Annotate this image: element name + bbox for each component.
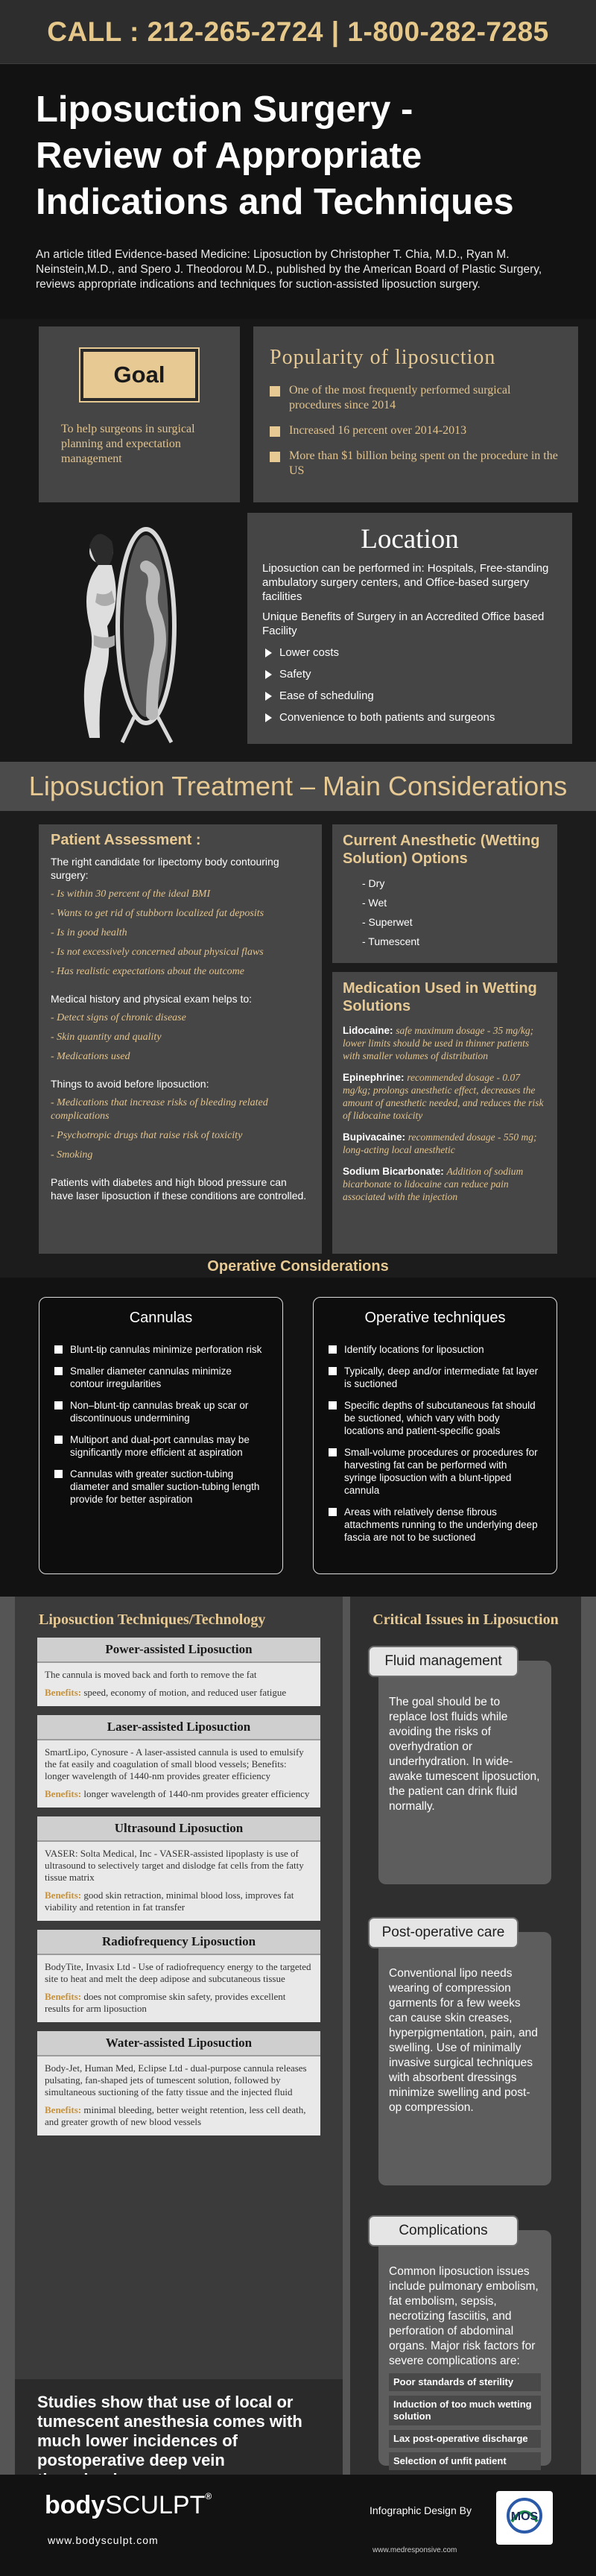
techniques-card: [313, 1297, 557, 1574]
techniques-column-title: Liposuction Techniques/Technology: [39, 1611, 266, 1628]
phone-numbers[interactable]: CALL : 212-265-2724 | 1-800-282-7285: [47, 16, 549, 47]
anesthetic-title: Current Anesthetic (Wetting Solution) Options: [343, 833, 540, 867]
list-item: - Medications that increase risks of bleeding related complications: [51, 1097, 268, 1122]
bodysculpt-logo[interactable]: bodySCULPT®: [45, 2491, 212, 2519]
risk-item: Induction of too much wetting solution: [389, 2396, 541, 2425]
square-bullet-icon: [270, 426, 280, 437]
list-item: Smaller diameter cannulas minimize contour irregularities: [54, 1365, 267, 1390]
location-subtitle: Unique Benefits of Surgery in an Accredited Office based Facility: [262, 610, 545, 637]
list-item: Convenience to both patients and surgeons: [262, 710, 557, 724]
list-item: Small-volume procedures or procedures for harvesting fat can be performed with syringe liposuction with a blunt-tipped cannula: [329, 1446, 542, 1497]
square-bullet-icon: [54, 1401, 63, 1409]
square-bullet-icon: [54, 1436, 63, 1444]
fluid-management-tab: Fluid management: [368, 1646, 519, 1677]
treatment-header: [0, 762, 596, 811]
footer: [0, 2475, 596, 2576]
avoid-intro: Things to avoid before liposuction:: [51, 1078, 209, 1090]
list-item: Bupivacaine: recommended dosage - 550 mg; long-acting local anesthetic: [343, 1131, 537, 1155]
list-item: Blunt-tip cannulas minimize perforation risk: [54, 1343, 267, 1356]
anesthetic-panel: [332, 824, 557, 963]
intro-text: An article titled Evidence-based Medicine: Liposuction by Christopher T. Chia, M.D., Ryan M. Neinstein,M.D., and Spero J. Theodorou M.D., published by the American Board of Plastic Surgery, reviews appropriate indications and techniques for suction-assisted liposuction surgery.: [36, 248, 542, 291]
technique-title: Water-assisted Liposuction: [37, 2031, 320, 2056]
list-item: Increased 16 percent over 2014-2013: [270, 423, 562, 438]
critical-issues-column: [350, 1597, 581, 2475]
goal-text: To help surgeons in surgical planning and expectation management: [61, 423, 195, 465]
list-item: Epinephrine: recommended dosage - 0.07 mg/kg; prolongs anesthetic effect, decreases the amount of anesthetic needed, and reduces the risk of lidocaine toxicity: [343, 1072, 544, 1121]
site-link[interactable]: www.bodysculpt.com: [48, 2534, 159, 2546]
goal-panel: [39, 326, 240, 502]
list-item: Sodium Bicarbonate: Addition of sodium bicarbonate to lidocaine can reduce pain associated with the injection: [343, 1166, 524, 1202]
list-item: - Skin quantity and quality: [51, 1032, 162, 1043]
cannulas-title: Cannulas: [129, 1310, 193, 1326]
overview-row: [15, 319, 581, 502]
square-bullet-icon: [329, 1367, 337, 1375]
woman-mirror-illustration-icon: [63, 522, 197, 745]
cannulas-card: [39, 1297, 283, 1574]
square-bullet-icon: [329, 1401, 337, 1409]
critical-title: Critical Issues in Liposuction: [372, 1611, 559, 1628]
location-panel: [247, 513, 572, 744]
list-item: - Wants to get rid of stubborn localized fat deposits: [51, 908, 264, 919]
technique-card-ultrasound: [37, 1816, 320, 1921]
technology-section: [0, 1597, 596, 2475]
list-item: Safety: [262, 667, 557, 681]
technique-title: Laser-assisted Liposuction: [37, 1715, 320, 1740]
exam-intro: Medical history and physical exam helps to:: [51, 993, 253, 1005]
square-bullet-icon: [270, 386, 280, 397]
mos-logo-icon[interactable]: [496, 2491, 553, 2545]
technique-card-water: [37, 2031, 320, 2135]
list-item: Cannulas with greater suction-tubing diameter and smaller suction-tubing length provide for better aspiration: [54, 1468, 267, 1506]
complications-card: [378, 2223, 551, 2466]
risk-item: Selection of unfit patient: [389, 2452, 541, 2470]
benefits-list: [262, 645, 557, 724]
list-item: - Has realistic expectations about the outcome: [51, 966, 244, 977]
square-bullet-icon: [54, 1367, 63, 1375]
complications-tab: Complications: [368, 2215, 519, 2247]
patient-note: Patients with diabetes and high blood pressure can have laser liposuction if these conditions are controlled.: [51, 1176, 307, 1202]
treatment-title: Liposuction Treatment – Main Considerations: [28, 771, 568, 801]
list-item: - Medications used: [51, 1051, 130, 1062]
post-operative-card: [378, 1925, 551, 2185]
patient-intro: The right candidate for lipectomy body contouring surgery:: [51, 856, 279, 881]
patient-title: Patient Assessment :: [51, 832, 201, 848]
list-item: - Tumescent: [362, 935, 420, 947]
post-operative-tab: Post-operative care: [368, 1917, 519, 1948]
popularity-title: Popularity of liposuction: [270, 346, 496, 369]
list-item: - Is not excessively concerned about physical flaws: [51, 947, 264, 958]
list-item: Typically, deep and/or intermediate fat layer is suctioned: [329, 1365, 542, 1390]
technique-title: Ultrasound Liposuction: [37, 1816, 320, 1842]
triangle-bullet-icon: [265, 713, 272, 722]
list-item: - Detect signs of chronic disease: [51, 1012, 186, 1023]
technique-desc: The cannula is moved back and forth to remove the fat: [45, 1669, 257, 1680]
design-credit: Infographic Design By: [370, 2504, 472, 2516]
square-bullet-icon: [329, 1508, 337, 1516]
list-item: - Is within 30 percent of the ideal BMI: [51, 888, 211, 900]
design-url[interactable]: www.medresponsive.com: [372, 2546, 457, 2554]
list-item: - Smoking: [51, 1149, 93, 1161]
call-bar: [0, 0, 596, 64]
square-bullet-icon: [54, 1470, 63, 1478]
technique-benefits: Benefits: good skin retraction, minimal blood loss, improves fat viability and retention in fat transfer: [45, 1890, 294, 1913]
studies-callout: [15, 2379, 343, 2475]
list-item: One of the most frequently performed surgical procedures since 2014: [270, 383, 562, 413]
operative-title: Operative Considerations: [207, 1258, 389, 1275]
technique-benefits: Benefits: minimal bleeding, better weight retention, less cell death, and greater growth of new blood vessels: [45, 2104, 306, 2127]
location-title: Location: [361, 524, 459, 555]
list-item: - Is in good health: [51, 927, 127, 938]
list-item: Areas with relatively dense fibrous attachments running to the underlying deep fascia are not to be suctioned: [329, 1506, 542, 1544]
title-line-3: Indications and Techniques: [36, 182, 514, 222]
list-item: Lidocaine: safe maximum dosage - 35 mg/kg; lower limits should be used in thinner patients with smaller volumes of distribution: [343, 1025, 534, 1061]
technique-benefits: Benefits: longer wavelength of 1440-nm provides greater efficiency: [45, 1788, 310, 1799]
square-bullet-icon: [329, 1345, 337, 1354]
technique-title: Power-assisted Liposuction: [37, 1638, 320, 1663]
list-item: - Dry: [362, 877, 385, 889]
square-bullet-icon: [329, 1448, 337, 1456]
popularity-panel: [253, 326, 578, 502]
overview-section: [0, 319, 596, 762]
techniques-title: Operative techniques: [364, 1310, 506, 1326]
technique-benefits: Benefits: speed, economy of motion, and reduced user fatigue: [45, 1687, 287, 1698]
techniques-column: [15, 1597, 343, 2379]
list-item: Specific depths of subcutaneous fat should be suctioned, which vary with body locations and patient-specific goals: [329, 1399, 542, 1437]
list-item: More than $1 billion being spent on the procedure in the US: [270, 449, 562, 479]
goal-label: Goal: [113, 362, 165, 388]
triangle-bullet-icon: [265, 648, 272, 657]
list-item: Multiport and dual-port cannulas may be significantly more efficient at aspiration: [54, 1433, 267, 1459]
list-item: - Psychotropic drugs that raise risk of toxicity: [51, 1130, 243, 1141]
operative-section: [0, 1278, 596, 1597]
mos-logo-graphic: [498, 2495, 551, 2541]
studies-text: Studies show that use of local or tumescent anesthesia comes with much lower incidences of postoperative deep vein: [37, 2393, 302, 2469]
title-line-1: Liposuction Surgery -: [36, 89, 413, 130]
popularity-list: [270, 383, 562, 479]
list-item: - Superwet: [362, 916, 413, 928]
goal-badge: [80, 349, 198, 401]
list-item: - Wet: [362, 897, 387, 909]
medication-panel: [332, 972, 557, 1254]
technique-title: Radiofrequency Liposuction: [37, 1930, 320, 1955]
risk-item: Lax post-operative discharge: [389, 2430, 541, 2448]
square-bullet-icon: [54, 1345, 63, 1354]
title-line-2: Review of Appropriate: [36, 136, 422, 176]
technique-desc: BodyTite, Invasix Ltd - Use of radiofrequency energy to the targeted site to heat and melt the deep adipose and subcutaneous tissue: [45, 1961, 311, 1984]
medication-title: Medication Used in Wetting Solutions: [343, 980, 537, 1014]
cannulas-list: [54, 1343, 267, 1506]
page-title: [36, 86, 560, 225]
post-operative-text: Conventional lipo needs wearing of compression garments for a few weeks can cause skin creases, hyperpigmentation, pain, and swelling. Use of minimally invasive surgical techniques with absorbent dressings minimize swelling and post-op compression.: [389, 1967, 538, 2114]
technique-desc: VASER: Solta Medical, Inc - VASER-assisted lipoplasty is use of ultrasound to selectively target and dislodge fat cells from the fatty tissue matrix: [45, 1848, 304, 1883]
fluid-management-text: The goal should be to replace lost fluids while avoiding the risks of overhydration or underhydration. In wide-awake tumescent liposuction, the patient can drink fluid normally.: [389, 1696, 540, 1813]
list-item: Ease of scheduling: [262, 689, 557, 703]
technique-card-power: [37, 1638, 320, 1706]
technique-card-laser: [37, 1715, 320, 1808]
location-text: Liposuction can be performed in: Hospitals, Free-standing ambulatory surgery centers, and Office-based surgery facilities: [262, 562, 549, 603]
list-item: Non–blunt-tip cannulas break up scar or discontinuous undermining: [54, 1399, 267, 1424]
list-item: Lower costs: [262, 645, 557, 660]
risk-item: Poor standards of sterility: [389, 2373, 541, 2391]
svg-text:MOS: MOS: [510, 2510, 539, 2523]
patient-assessment-panel: [39, 824, 322, 1254]
triangle-bullet-icon: [265, 692, 272, 701]
complications-text: Common liposuction issues include pulmonary embolism, fat embolism, sepsis, necrotizing fasciitis, and perforation of abdominal organs. Major risk factors for severe complications are:: [389, 2265, 539, 2367]
technique-benefits: Benefits: does not compromise skin safety, provides excellent results for arm liposuction: [45, 1991, 286, 2014]
treatment-body: [0, 811, 596, 1278]
hero-section: [0, 64, 596, 319]
technique-desc: Body-Jet, Human Med, Eclipse Ltd - dual-purpose cannula releases pulsating, fan-shaped jets of tumescent solution, followed by simultaneous suctioning of the fatty tissue and the injected fluid: [45, 2062, 307, 2097]
triangle-bullet-icon: [265, 670, 272, 679]
location-row: [15, 513, 581, 753]
anesthetic-list: [343, 877, 547, 948]
technique-desc: SmartLipo, Cynosure - A laser-assisted cannula is used to emulsify the fat easily and coagulation of small blood vessels; Benefits: longer wavelength of 1440-nm provides greater efficiency: [45, 1746, 304, 1781]
square-bullet-icon: [270, 452, 280, 462]
fluid-management-card: [378, 1653, 551, 1884]
list-item: Identify locations for liposuction: [329, 1343, 542, 1356]
technique-card-radiofrequency: [37, 1930, 320, 2022]
techniques-list: [329, 1343, 542, 1544]
